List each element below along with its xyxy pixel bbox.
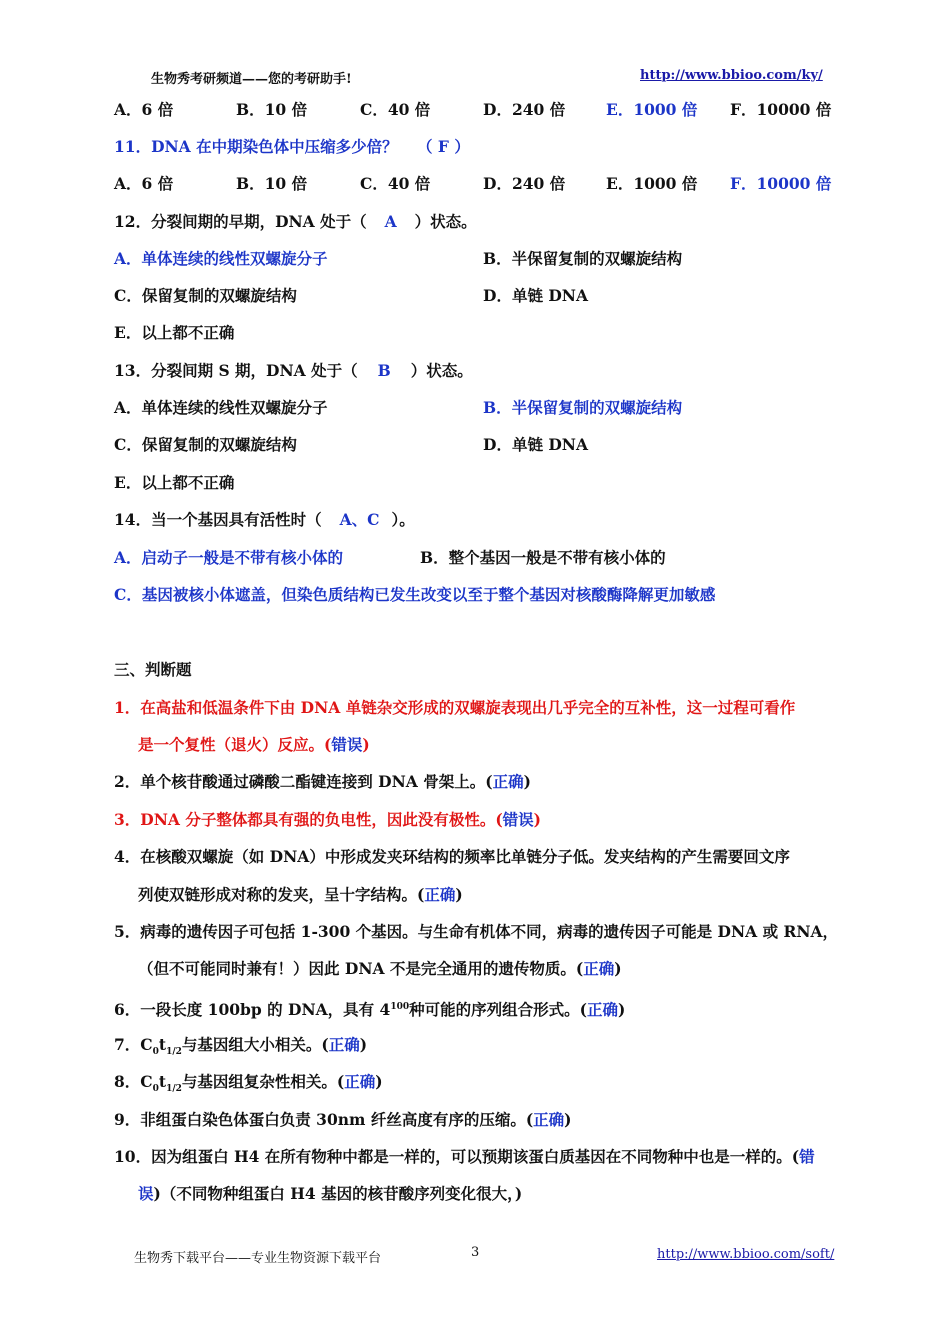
- tf-3-close: ): [533, 810, 542, 829]
- q14-option-c: C．基因被核小体遮盖，但染色质结构已发生改变以至于整个基因对核酸酶降解更加敏感: [114, 585, 716, 604]
- tf-4-answer: 正确: [424, 885, 456, 904]
- q10-option-e: E．1000 倍: [606, 100, 698, 119]
- tf-7-t: t: [158, 1035, 167, 1054]
- tf-1-answer: 错误: [331, 735, 363, 754]
- q13-answer: B: [377, 361, 391, 380]
- tf-9: [114, 1110, 572, 1130]
- tf-7-number: 7．: [114, 1035, 141, 1054]
- q13-text-end: ）状态。: [410, 361, 473, 380]
- q12-option-b: B．半保留复制的双螺旋结构: [483, 249, 683, 268]
- tf-8-t: t: [158, 1072, 167, 1091]
- tf-9-text: 9．非组蛋白染色体蛋白负责 30nm 纤丝高度有序的压缩。(: [114, 1110, 534, 1129]
- tf-6-text-end: 种可能的序列组合形式。(: [409, 1000, 587, 1020]
- tf-10-answer-part2: 误: [138, 1184, 154, 1203]
- q11-text: 11．DNA 在中期染色体中压缩多少倍？: [114, 137, 398, 156]
- tf-10-line2: [138, 1184, 522, 1204]
- q11-question: [114, 137, 470, 157]
- section-title: 三、判断题: [114, 660, 192, 679]
- q11-option-b: B．10 倍: [236, 174, 308, 193]
- q13-option-e: E．以上都不正确: [114, 473, 235, 492]
- tf-6-close: ): [617, 1000, 626, 1020]
- tf-8-text: 与基因组复杂性相关。(: [181, 1072, 345, 1091]
- q14-question: [114, 510, 415, 530]
- tf-8-sub-half: 1/2: [166, 1084, 182, 1095]
- tf-5-close: ): [614, 959, 622, 978]
- tf-1-close: ): [362, 735, 370, 754]
- tf-5-line2: [138, 959, 622, 979]
- tf-5-text: （但不可能同时兼有！）因此 DNA 不是完全通用的遗传物质。(: [138, 959, 584, 978]
- tf-1-text: 是一个复性（退火）反应。(: [138, 735, 332, 754]
- tf-4-close: ): [455, 885, 463, 904]
- tf-7-close: ): [359, 1035, 368, 1054]
- tf-3-text: 3．DNA 分子整体都具有强的负电性，因此没有极性。(: [114, 810, 503, 829]
- q10-option-b: B．10 倍: [236, 100, 308, 119]
- q12-option-d: D．单链 DNA: [483, 286, 588, 305]
- tf-5-answer: 正确: [583, 959, 615, 978]
- tf-8-close: ): [375, 1072, 383, 1091]
- tf-8: [114, 1072, 383, 1099]
- q12-text-end: ）状态。: [414, 212, 477, 231]
- q10-option-d: D．240 倍: [483, 100, 566, 119]
- tf-8-answer: 正确: [344, 1072, 376, 1091]
- tf-4-line1: 4．在核酸双螺旋（如 DNA）中形成发夹环结构的频率比单链分子低。发夹结构的产生需要回文序: [114, 847, 790, 866]
- q14-text: 14．当一个基因具有活性时（: [114, 510, 322, 529]
- header-title: 生物秀考研频道——您的考研助手!: [151, 72, 352, 87]
- q11-option-c: C．40 倍: [360, 174, 431, 193]
- tf-3-answer: 错误: [502, 810, 534, 829]
- tf-6-exponent: 100: [390, 1002, 410, 1012]
- tf-7-text: 与基因组大小相关。(: [181, 1035, 329, 1054]
- q10-option-a: A．6 倍: [114, 100, 174, 119]
- q13-option-b: B．半保留复制的双螺旋结构: [483, 398, 683, 417]
- q11-option-f: F．10000 倍: [730, 174, 832, 193]
- q14-option-b: B．整个基因一般是不带有核小体的: [420, 548, 666, 567]
- tf-1-line2: [138, 735, 370, 755]
- q10-option-f: F．10000 倍: [730, 100, 832, 119]
- q13-text: 13．分裂间期 S 期，DNA 处于（: [114, 361, 358, 380]
- q11-option-d: D．240 倍: [483, 174, 566, 193]
- tf-7: [114, 1035, 367, 1062]
- q12-text: 12．分裂间期的早期，DNA 处于（: [114, 212, 367, 231]
- tf-10-text: 10．因为组蛋白 H4 在所有物种中都是一样的，可以预期该蛋白质基因在不同物种中也是一样的。(: [114, 1147, 800, 1166]
- tf-9-answer: 正确: [533, 1110, 565, 1129]
- tf-9-close: ): [564, 1110, 572, 1129]
- tf-10-line1: [114, 1147, 815, 1167]
- tf-1-line1: 1．在高盐和低温条件下由 DNA 单链杂交形成的双螺旋表现出几乎完全的互补性，这一过程可看作: [114, 698, 796, 717]
- tf-10-answer-part1: 错: [799, 1147, 815, 1166]
- tf-2: [114, 772, 531, 792]
- tf-8-number: 8．: [114, 1072, 141, 1091]
- q11-answer: （ F ）: [417, 137, 470, 156]
- q13-question: [114, 361, 473, 381]
- tf-8-c: C: [140, 1072, 153, 1091]
- q12-option-c: C．保留复制的双螺旋结构: [114, 286, 297, 305]
- page-number: 3: [471, 1245, 480, 1260]
- header-link[interactable]: http://www.bbioo.com/ky/: [640, 68, 823, 83]
- q14-option-a: A．启动子一般是不带有核小体的: [114, 548, 344, 567]
- q13-option-d: D．单链 DNA: [483, 435, 588, 454]
- q12-answer: A: [384, 212, 397, 231]
- tf-2-close: ): [523, 772, 531, 791]
- q12-option-a: A．单体连续的线性双螺旋分子: [114, 249, 328, 268]
- tf-4-line2: [138, 885, 463, 905]
- tf-6-answer: 正确: [586, 1000, 618, 1020]
- q14-text-end: ）。: [391, 510, 415, 529]
- q13-option-c: C．保留复制的双螺旋结构: [114, 435, 297, 454]
- tf-8-sub0: 0: [152, 1084, 159, 1095]
- tf-7-sub0: 0: [152, 1047, 159, 1058]
- tf-6: [114, 997, 625, 1020]
- footer-link[interactable]: http://www.bbioo.com/soft/: [657, 1247, 835, 1262]
- q12-question: [114, 212, 477, 232]
- tf-7-answer: 正确: [328, 1035, 360, 1054]
- tf-2-answer: 正确: [492, 772, 524, 791]
- footer-title: 生物秀下载平台——专业生物资源下载平台: [134, 1251, 382, 1266]
- tf-3: [114, 810, 541, 830]
- tf-10-explanation: )（不同物种组蛋白 H4 基因的核苷酸序列变化很大，): [153, 1184, 523, 1203]
- q12-option-e: E．以上都不正确: [114, 323, 235, 342]
- q13-option-a: A．单体连续的线性双螺旋分子: [114, 398, 328, 417]
- q11-option-a: A．6 倍: [114, 174, 174, 193]
- tf-5-line1: 5．病毒的遗传因子可包括 1-300 个基因。与生命有机体不同，病毒的遗传因子可能是 DNA 或 RNA，: [114, 922, 839, 941]
- q11-option-e: E．1000 倍: [606, 174, 698, 193]
- tf-7-c: C: [140, 1035, 153, 1054]
- tf-7-sub-half: 1/2: [166, 1047, 182, 1058]
- tf-6-text: 6．一段长度 100bp 的 DNA，具有 4: [114, 1000, 391, 1020]
- q14-answer: A、C: [339, 510, 380, 529]
- tf-4-text: 列使双链形成对称的发夹，呈十字结构。(: [138, 885, 425, 904]
- tf-2-text: 2．单个核苷酸通过磷酸二酯键连接到 DNA 骨架上。(: [114, 772, 493, 791]
- q10-option-c: C．40 倍: [360, 100, 431, 119]
